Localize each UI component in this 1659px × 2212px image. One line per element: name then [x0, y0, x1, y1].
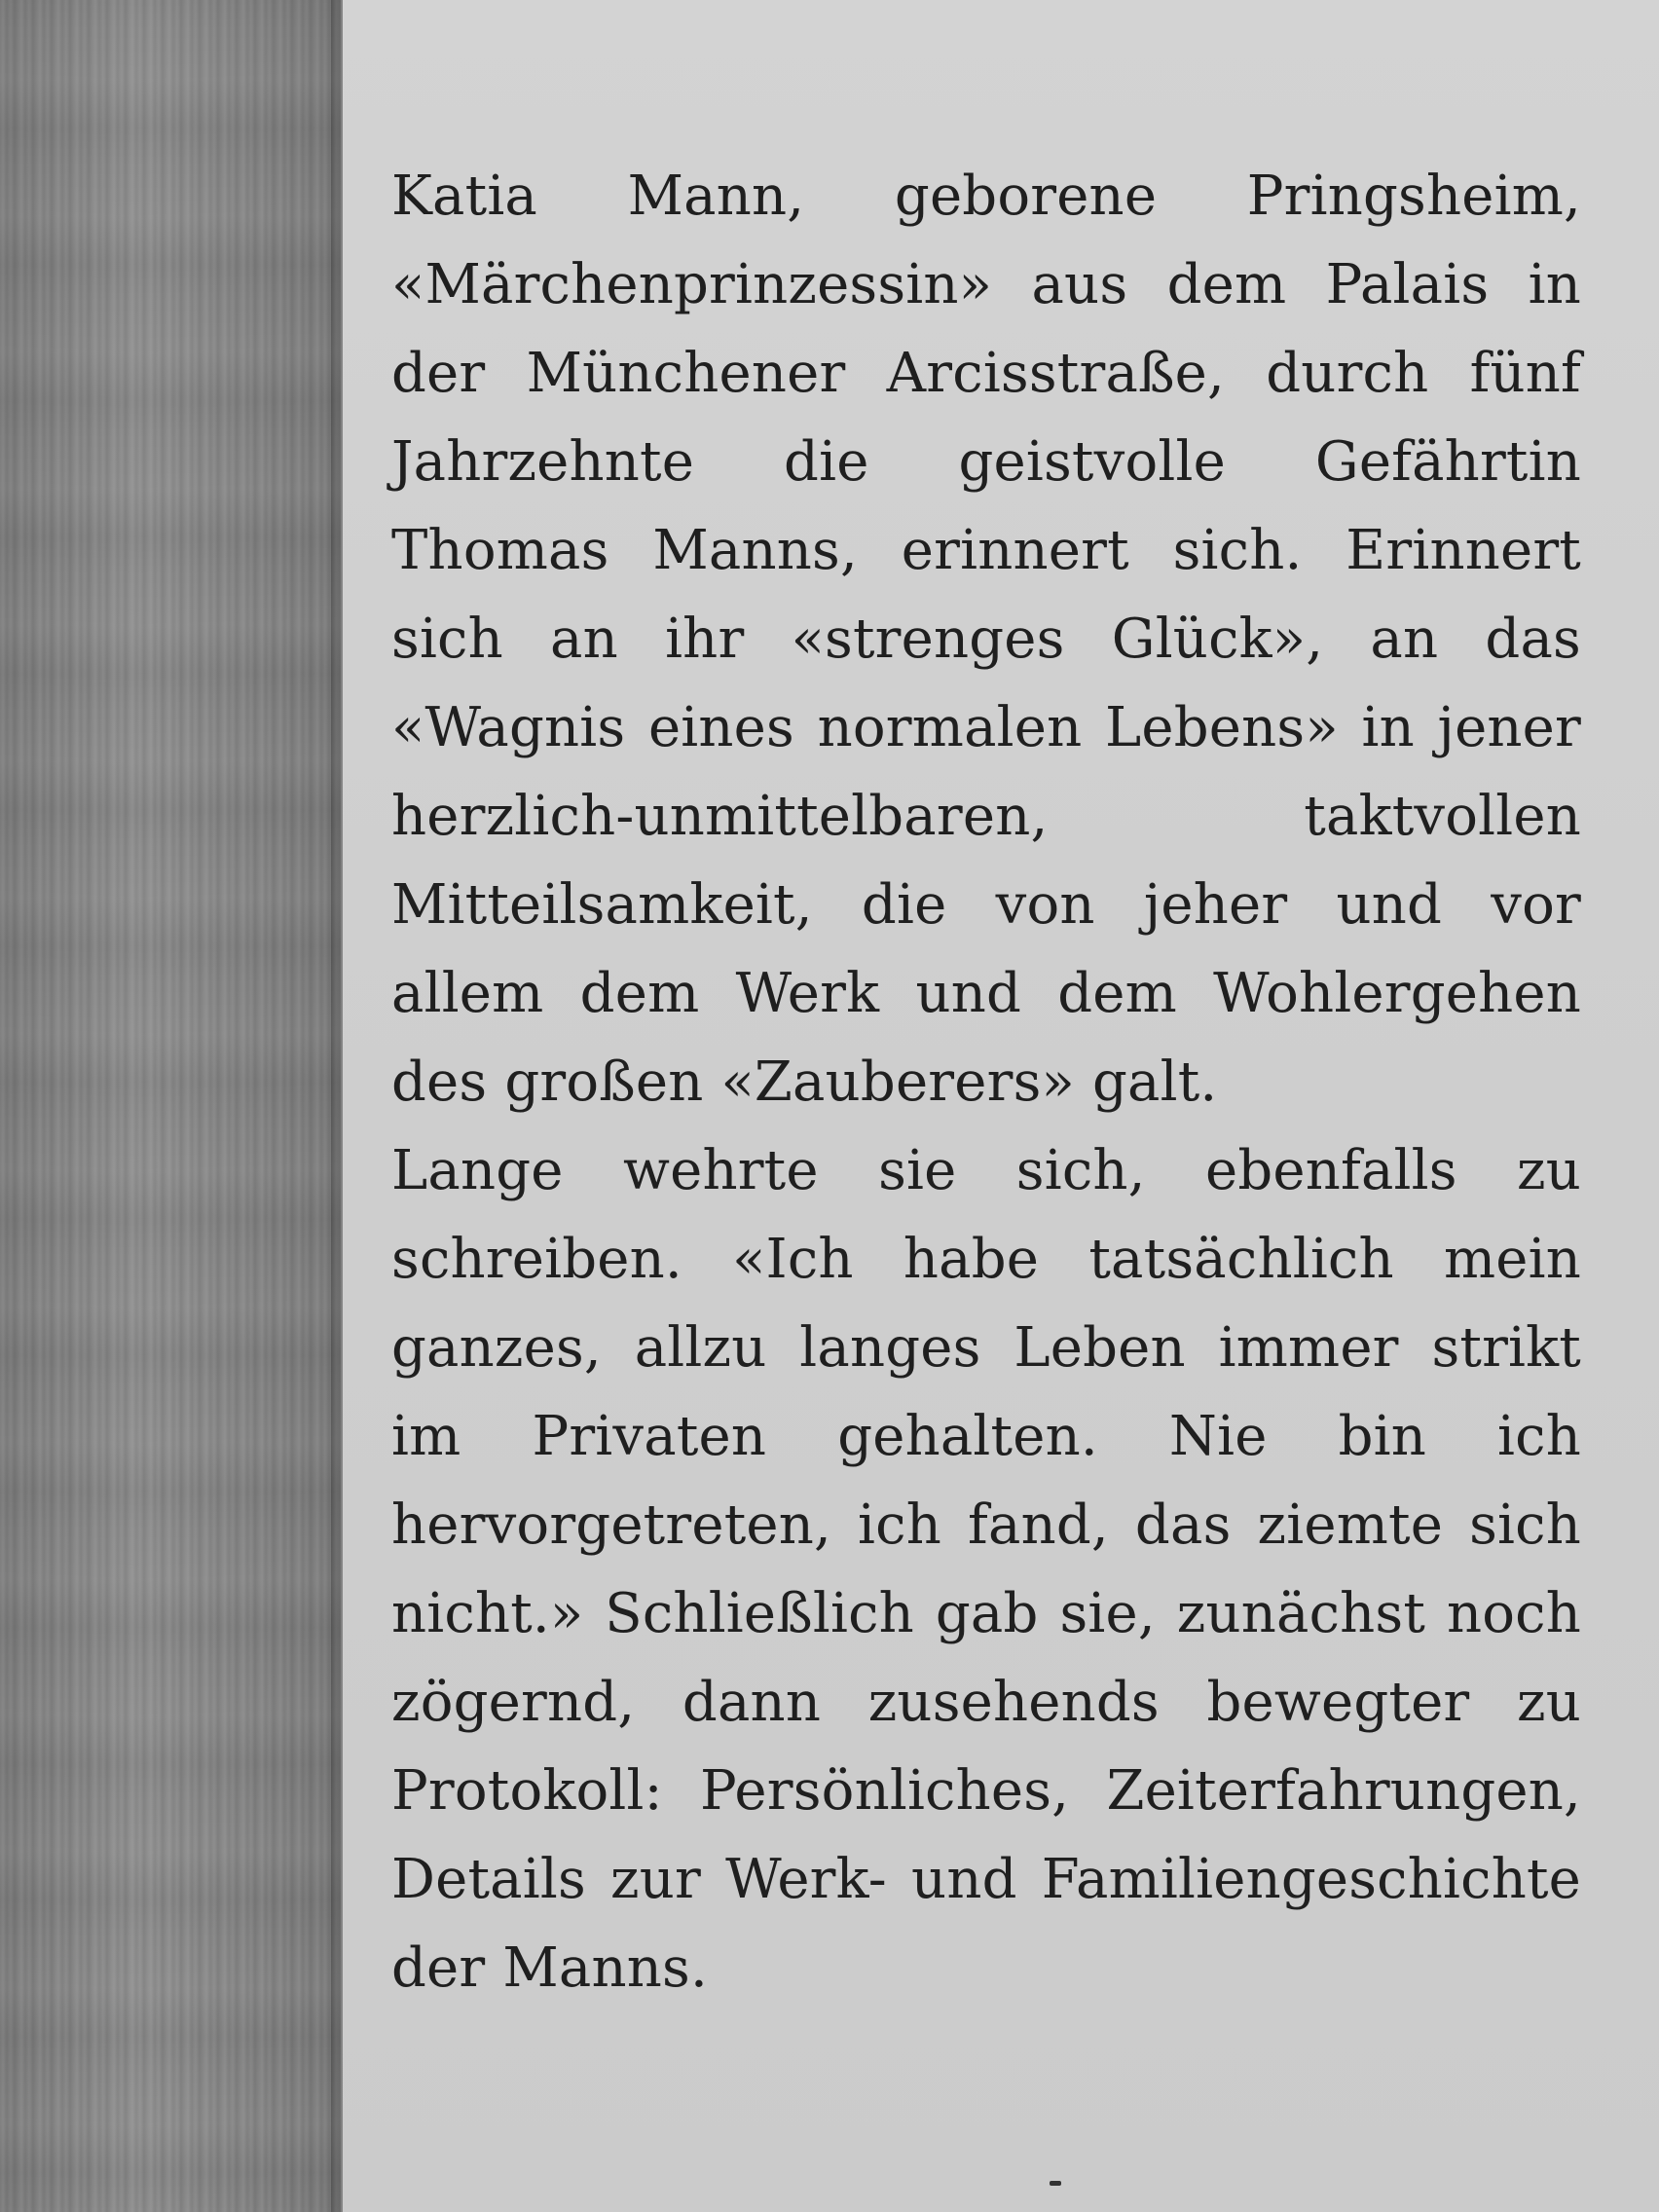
paragraph-2: Lange wehrte sie sich, ebenfalls zu schreiben. «Ich habe tatsächlich mein ganzes, allzu langes Leben immer strikt im Privaten gehalten. Nie bin ich hervorgetreten, ich fand, das ziemte sich nicht.» Schließlich gab sie, zunächst noch zögernd, dann zusehends bewegter zu Protokoll: Persönliches, Zeiterfahrungen, Details zur Werk- und Familiengeschichte der Manns. [391, 1139, 1581, 2000]
wood-surface [0, 0, 341, 2212]
paragraph-1: Katia Mann, geborene Pringsheim, «Märchenprinzessin» aus dem Palais in der Münchener Arcisstraße, durch fünf Jahrzehnte die geistvolle Gefährtin Thomas Manns, erinnert sich. Erinnert sich an ihr «strenges Glück», an das «Wagnis eines normalen Lebens» in jener herzlich-unmittelbaren, taktvollen Mitteilsamkeit, die von jeher und vor allem dem Werk und dem Wohlergehen des großen «Zauberers» galt. [391, 165, 1581, 1114]
ink-speck [1050, 2181, 1061, 2186]
blurb-text [391, 152, 1581, 2012]
book-page [343, 0, 1659, 2212]
